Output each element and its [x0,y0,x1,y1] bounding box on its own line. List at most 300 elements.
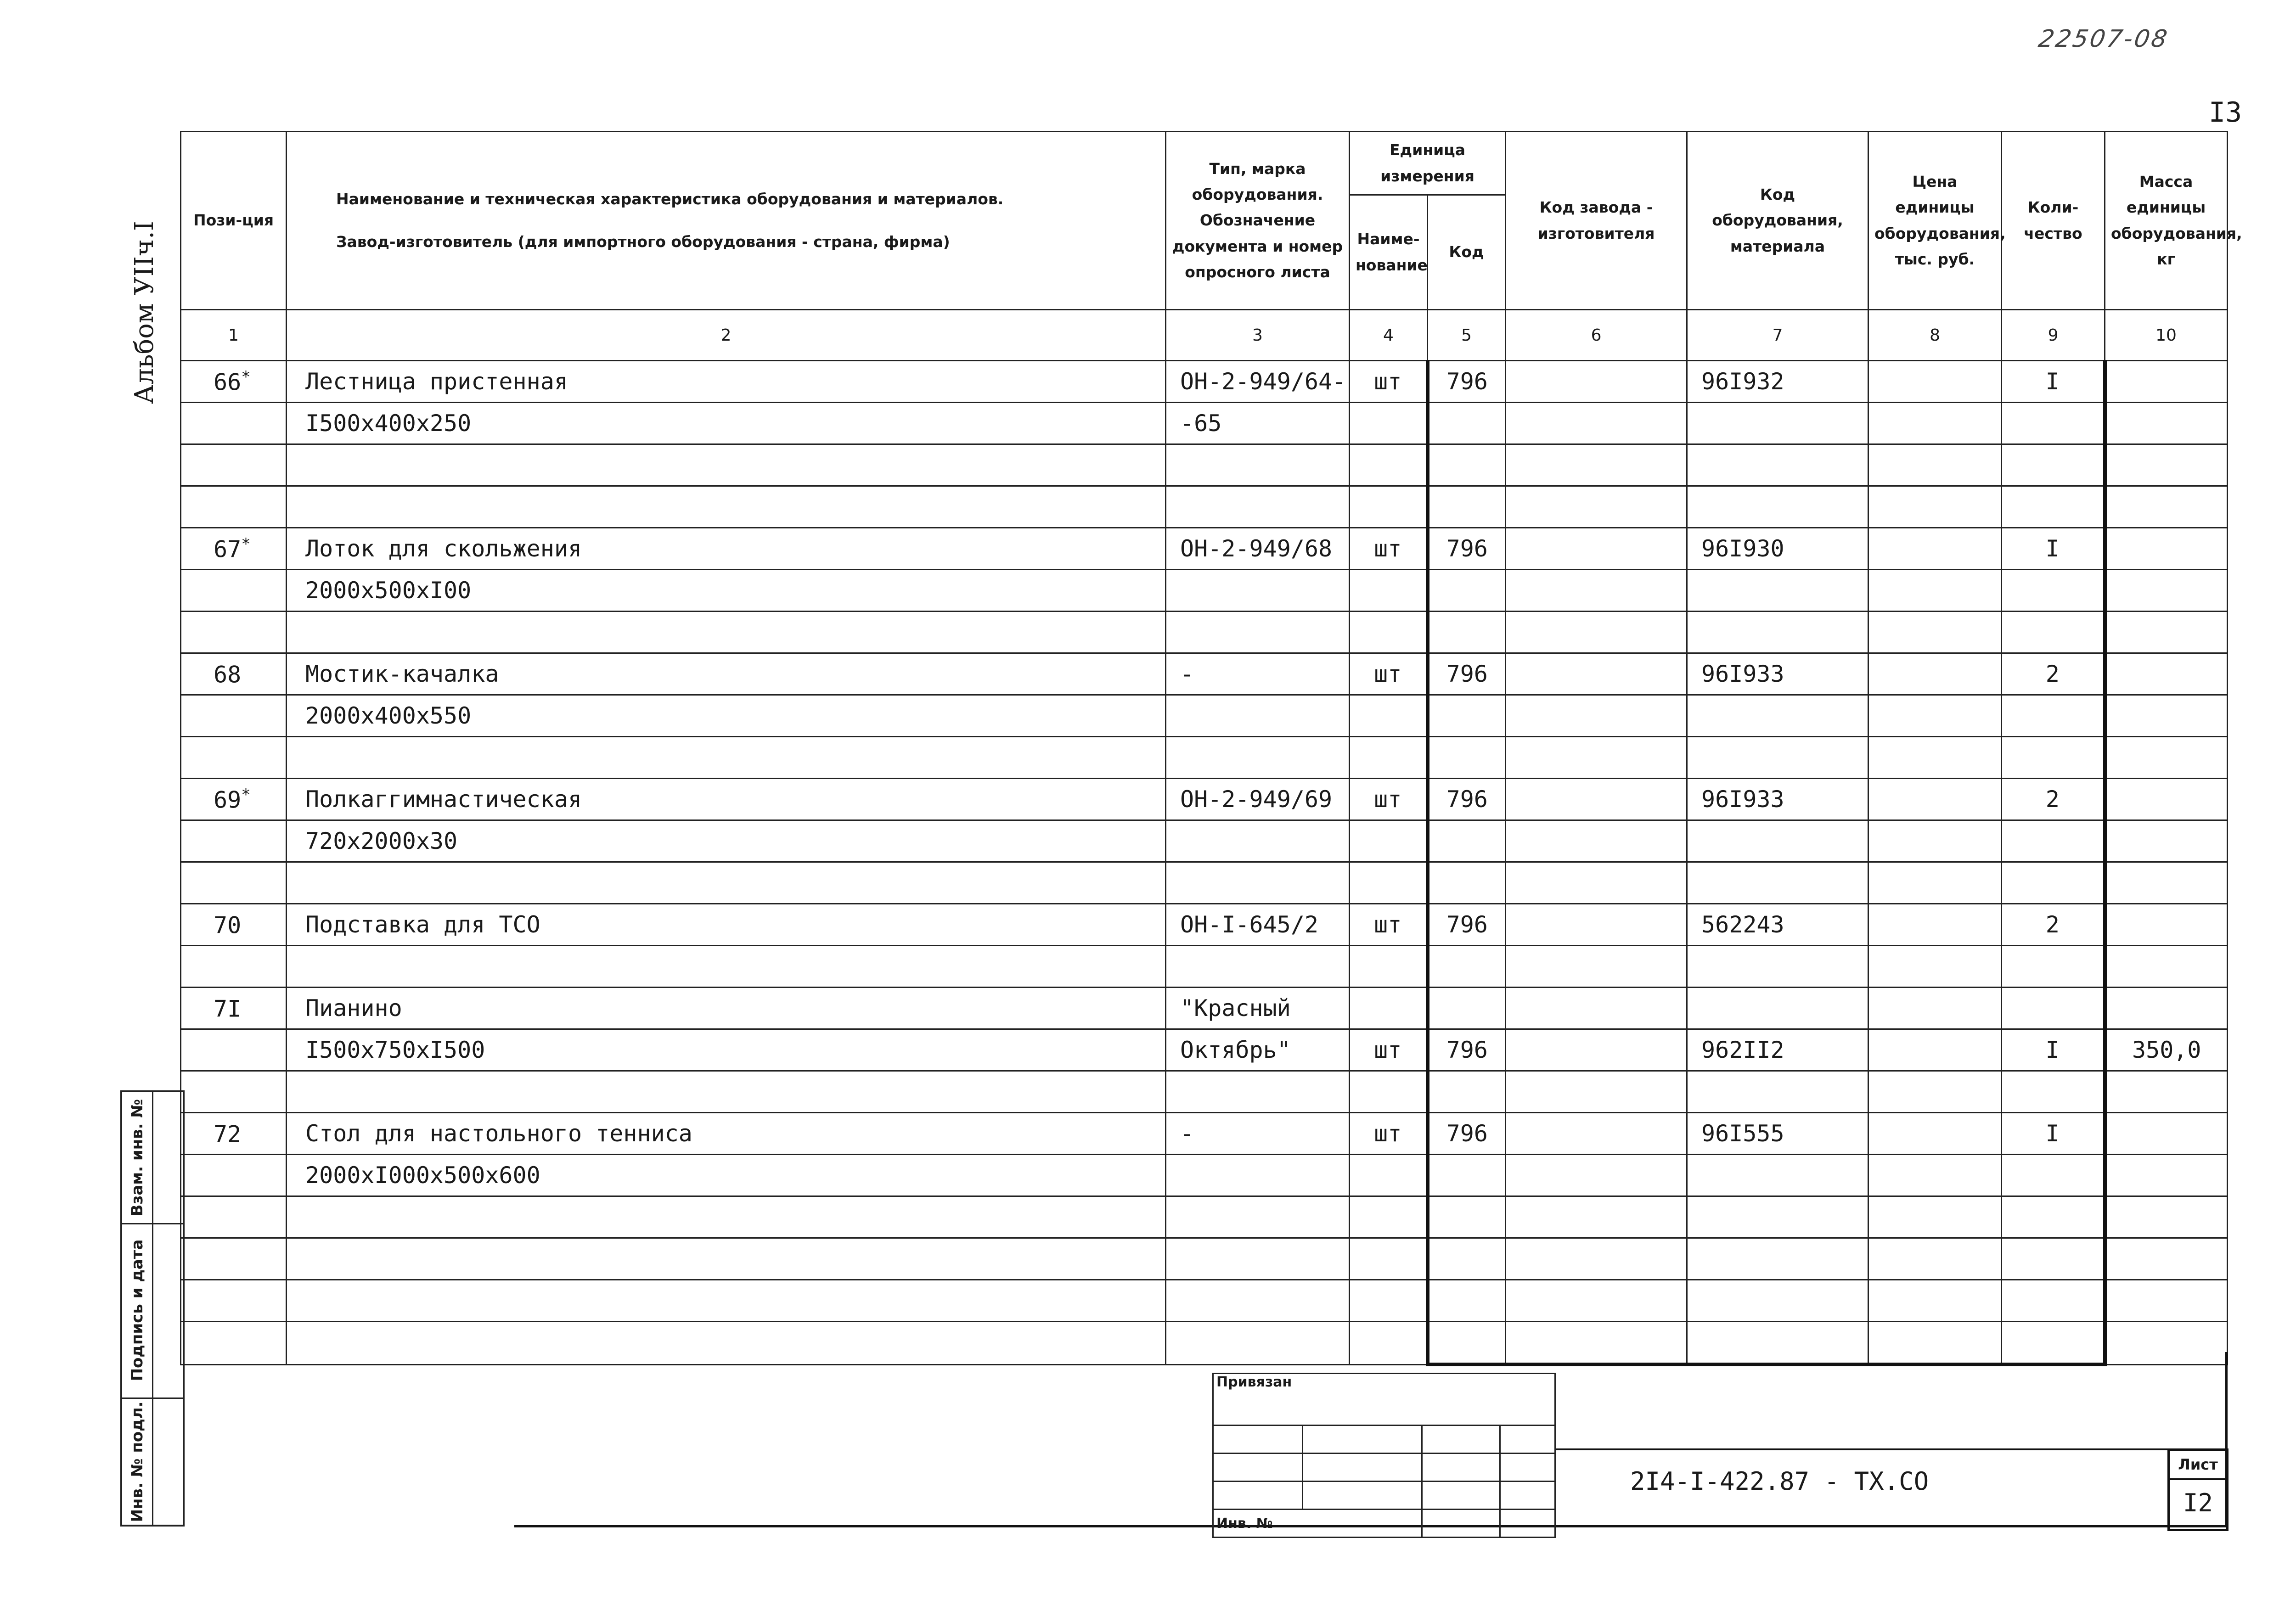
table-row [181,988,2228,1029]
cell-quantity [2002,1322,2105,1365]
column-number: 8 [1868,310,2002,361]
cell-mass [2105,1113,2228,1155]
cell-price [1868,1155,2002,1196]
cell-unit-code [1428,570,1506,612]
cell-mass [2105,1155,2228,1196]
cell-equipment-code: 96I933 [1687,779,1868,820]
cell-name [287,612,1166,653]
side-stamp-inv-vzam: Взам. инв. № [128,1099,146,1217]
cell-equipment-code [1687,862,1868,904]
column-number: 7 [1687,310,1868,361]
cell-mass [2105,695,2228,737]
cell-position [181,946,287,988]
sheet-code: 22507-08 [2036,25,2171,53]
cell-position [181,737,287,779]
cell-type [1166,1280,1350,1322]
cell-equipment-code [1687,1196,1868,1238]
column-number: 5 [1428,310,1506,361]
cell-name: I500х750хI500 [287,1029,1166,1071]
cell-factory-code [1506,904,1687,946]
cell-quantity [2002,1155,2105,1196]
cell-price [1868,1029,2002,1071]
album-label: Альбом УIIч.I [129,221,159,404]
cell-type: - [1166,653,1350,695]
cell-unit-name [1350,486,1428,528]
table-row [181,862,2228,904]
cell-unit-name [1350,612,1428,653]
cell-position: 7I [181,988,287,1029]
cell-name [287,1196,1166,1238]
cell-position [181,570,287,612]
cell-quantity [2002,1238,2105,1280]
cell-mass [2105,946,2228,988]
cell-factory-code [1506,444,1687,486]
table-row [181,1155,2228,1196]
header-name-line1: Наименование и техническая характеристика оборудования и материалов. [336,190,1004,208]
cell-unit-code [1428,946,1506,988]
cell-quantity [2002,1280,2105,1322]
cell-quantity: 2 [2002,904,2105,946]
cell-type: Октябрь" [1166,1029,1350,1071]
cell-unit-code [1428,1196,1506,1238]
cell-unit-name: шт [1350,528,1428,570]
cell-quantity: I [2002,1113,2105,1155]
cell-mass [2105,1322,2228,1365]
cell-mass: 350,0 [2105,1029,2228,1071]
cell-unit-code: 796 [1428,528,1506,570]
header-name [287,132,1166,310]
header-type: Тип, марка оборудования. Обозначение документа и номер опросного листа [1166,132,1350,310]
cell-equipment-code: 962II2 [1687,1029,1868,1071]
cell-mass [2105,1196,2228,1238]
cell-name [287,862,1166,904]
cell-name [287,737,1166,779]
cell-unit-code: 796 [1428,1113,1506,1155]
cell-price [1868,653,2002,695]
header-unit: Единица измерения [1350,132,1506,195]
cell-factory-code [1506,403,1687,444]
table-row [181,1322,2228,1365]
cell-quantity [2002,695,2105,737]
sheet-number: I2 [2183,1488,2213,1517]
cell-factory-code [1506,946,1687,988]
cell-equipment-code [1687,1238,1868,1280]
page-number: I3 [2209,96,2242,129]
cell-equipment-code: 96I933 [1687,653,1868,695]
side-stamp-inv-podl: Инв. № подл. [128,1401,146,1522]
cell-quantity [2002,1071,2105,1113]
cell-factory-code [1506,528,1687,570]
cell-equipment-code [1687,695,1868,737]
cell-factory-code [1506,779,1687,820]
cell-name: 720х2000х30 [287,820,1166,862]
cell-name: Полкаггимнастическая [287,779,1166,820]
header-unit-code: Код [1428,195,1506,310]
cell-mass [2105,486,2228,528]
cell-name: Лестница пристенная [287,361,1166,403]
cell-mass [2105,1280,2228,1322]
cell-name: I500х400х250 [287,403,1166,444]
column-number: 9 [2002,310,2105,361]
table-row [181,444,2228,486]
cell-type [1166,695,1350,737]
cell-unit-code [1428,1238,1506,1280]
cell-name [287,1280,1166,1322]
cell-position: 67* [181,528,287,570]
side-stamp-sign-date: Подпись и дата [128,1239,146,1381]
cell-unit-code: 796 [1428,779,1506,820]
cell-price [1868,486,2002,528]
frame-mid-line [1554,1448,2170,1450]
cell-factory-code [1506,1238,1687,1280]
cell-position: 72 [181,1113,287,1155]
cell-equipment-code [1687,403,1868,444]
cell-name: 2000х400х550 [287,695,1166,737]
cell-factory-code [1506,1113,1687,1155]
cell-unit-name [1350,1322,1428,1365]
cell-price [1868,1071,2002,1113]
cell-type [1166,612,1350,653]
column-number: 10 [2105,310,2228,361]
cell-factory-code [1506,1155,1687,1196]
cell-price [1868,612,2002,653]
cell-quantity: 2 [2002,779,2105,820]
cell-factory-code [1506,1322,1687,1365]
cell-unit-name [1350,1280,1428,1322]
cell-quantity [2002,988,2105,1029]
cell-position: 68 [181,653,287,695]
cell-factory-code [1506,1280,1687,1322]
cell-type [1166,486,1350,528]
cell-type: ОН-I-645/2 [1166,904,1350,946]
cell-equipment-code [1687,486,1868,528]
table-row [181,695,2228,737]
cell-mass [2105,1071,2228,1113]
cell-equipment-code [1687,820,1868,862]
table-row [181,1280,2228,1322]
header-mass: Масса единицы оборудования, кг [2105,132,2228,310]
cell-unit-code [1428,403,1506,444]
cell-price [1868,988,2002,1029]
cell-unit-name [1350,862,1428,904]
cell-unit-name: шт [1350,904,1428,946]
cell-equipment-code [1687,1155,1868,1196]
cell-quantity: I [2002,361,2105,403]
cell-equipment-code [1687,1071,1868,1113]
cell-unit-name [1350,570,1428,612]
cell-equipment-code: 562243 [1687,904,1868,946]
cell-unit-name: шт [1350,779,1428,820]
cell-type [1166,820,1350,862]
cell-mass [2105,988,2228,1029]
cell-unit-code [1428,862,1506,904]
cell-factory-code [1506,612,1687,653]
cell-price [1868,528,2002,570]
cell-type [1166,570,1350,612]
cell-type [1166,1238,1350,1280]
cell-position [181,862,287,904]
cell-position [181,820,287,862]
cell-unit-name [1350,1196,1428,1238]
cell-type [1166,1322,1350,1365]
cell-type [1166,862,1350,904]
cell-factory-code [1506,570,1687,612]
cell-name [287,444,1166,486]
cell-unit-name [1350,1155,1428,1196]
cell-quantity [2002,1196,2105,1238]
cell-mass [2105,444,2228,486]
cell-name: Стол для настольного тенниса [287,1113,1166,1155]
cell-equipment-code: 96I930 [1687,528,1868,570]
header-factory-code: Код завода - изготовителя [1506,132,1687,310]
sheet-label: Лист [2170,1451,2226,1480]
cell-unit-code [1428,695,1506,737]
cell-type [1166,1196,1350,1238]
cell-equipment-code [1687,612,1868,653]
cell-type [1166,1155,1350,1196]
cell-quantity [2002,612,2105,653]
cell-position [181,612,287,653]
cell-position [181,403,287,444]
cell-quantity [2002,946,2105,988]
cell-mass [2105,653,2228,695]
cell-equipment-code [1687,570,1868,612]
table-row [181,486,2228,528]
cell-unit-code: 796 [1428,904,1506,946]
cell-position [181,1322,287,1365]
header-name-line2: Завод-изготовитель (для импортного оборудования - страна, фирма) [336,232,950,251]
cell-name: Мостик-качалка [287,653,1166,695]
cell-price [1868,361,2002,403]
cell-type [1166,737,1350,779]
cell-price [1868,1322,2002,1365]
cell-position [181,1196,287,1238]
footnote-mark: * [241,534,251,553]
cell-price [1868,904,2002,946]
side-stamp [120,1090,185,1527]
cell-unit-code: 796 [1428,653,1506,695]
bound-label: Привязан [1213,1374,1555,1426]
cell-unit-code [1428,444,1506,486]
cell-unit-code [1428,820,1506,862]
cell-unit-code [1428,1155,1506,1196]
cell-quantity [2002,820,2105,862]
cell-unit-name: шт [1350,1029,1428,1071]
cell-type: -65 [1166,403,1350,444]
cell-price [1868,820,2002,862]
cell-name [287,946,1166,988]
cell-price [1868,862,2002,904]
cell-name [287,486,1166,528]
cell-unit-code [1428,1280,1506,1322]
cell-position [181,1029,287,1071]
cell-unit-name [1350,403,1428,444]
cell-position [181,1280,287,1322]
cell-price [1868,403,2002,444]
cell-equipment-code [1687,444,1868,486]
table-row [181,612,2228,653]
cell-mass [2105,904,2228,946]
cell-quantity: I [2002,528,2105,570]
cell-quantity: I [2002,1029,2105,1071]
cell-mass [2105,612,2228,653]
cell-position [181,1071,287,1113]
cell-unit-code [1428,486,1506,528]
cell-unit-name [1350,988,1428,1029]
cell-position: 66* [181,361,287,403]
cell-price [1868,1196,2002,1238]
table-row [181,653,2228,695]
cell-price [1868,570,2002,612]
cell-price [1868,1280,2002,1322]
cell-unit-code [1428,1071,1506,1113]
cell-unit-name [1350,820,1428,862]
cell-equipment-code [1687,1322,1868,1365]
header-quantity: Коли-чество [2002,132,2105,310]
binding-stamp [1212,1373,1556,1538]
cell-unit-name: шт [1350,653,1428,695]
footnote-mark: * [241,367,251,386]
cell-equipment-code: 96I932 [1687,361,1868,403]
cell-name: Подставка для ТСО [287,904,1166,946]
cell-equipment-code: 96I555 [1687,1113,1868,1155]
inventory-label: Инв. № [1213,1510,1422,1538]
cell-factory-code [1506,1029,1687,1071]
cell-mass [2105,403,2228,444]
cell-type [1166,1071,1350,1113]
cell-price [1868,1113,2002,1155]
cell-mass [2105,820,2228,862]
cell-quantity: 2 [2002,653,2105,695]
footnote-mark: * [241,785,251,804]
header-equipment-code: Код оборудования, материала [1687,132,1868,310]
cell-equipment-code [1687,1280,1868,1322]
cell-unit-name [1350,1071,1428,1113]
document-designation: 2I4-I-422.87 - ТХ.СО [1630,1467,1929,1496]
cell-type: ОН-2-949/69 [1166,779,1350,820]
header-position: Пози-ция [181,132,287,310]
column-number: 2 [287,310,1166,361]
cell-price [1868,779,2002,820]
cell-name: Лоток для скольжения [287,528,1166,570]
cell-unit-code [1428,612,1506,653]
cell-factory-code [1506,988,1687,1029]
cell-factory-code [1506,1196,1687,1238]
cell-type: - [1166,1113,1350,1155]
cell-price [1868,1238,2002,1280]
table-row [181,1029,2228,1071]
cell-equipment-code [1687,988,1868,1029]
cell-unit-code [1428,1322,1506,1365]
table-row [181,779,2228,820]
cell-mass [2105,862,2228,904]
cell-mass [2105,1238,2228,1280]
cell-type [1166,444,1350,486]
cell-mass [2105,779,2228,820]
cell-price [1868,737,2002,779]
cell-position [181,444,287,486]
cell-position [181,486,287,528]
cell-factory-code [1506,361,1687,403]
cell-name [287,1238,1166,1280]
cell-name: 2000х500хI00 [287,570,1166,612]
cell-unit-code: 796 [1428,361,1506,403]
cell-mass [2105,361,2228,403]
cell-price [1868,946,2002,988]
table-row [181,1238,2228,1280]
cell-position: 70 [181,904,287,946]
cell-quantity [2002,570,2105,612]
cell-equipment-code [1687,946,1868,988]
cell-unit-name [1350,444,1428,486]
table-row [181,1196,2228,1238]
cell-quantity [2002,444,2105,486]
cell-mass [2105,528,2228,570]
column-number: 3 [1166,310,1350,361]
cell-position [181,695,287,737]
cell-position [181,1155,287,1196]
cell-factory-code [1506,820,1687,862]
cell-position: 69* [181,779,287,820]
header-price: Цена единицы оборудования, тыс. руб. [1868,132,2002,310]
column-number: 4 [1350,310,1428,361]
table-row [181,946,2228,988]
cell-factory-code [1506,737,1687,779]
cell-unit-name [1350,737,1428,779]
table-row [181,361,2228,403]
cell-mass [2105,570,2228,612]
table-row [181,1113,2228,1155]
cell-name [287,1322,1166,1365]
cell-factory-code [1506,695,1687,737]
specification-table [180,131,2242,1366]
table-row [181,403,2228,444]
table-row [181,820,2228,862]
table-row [181,904,2228,946]
column-number: 6 [1506,310,1687,361]
cell-unit-name [1350,695,1428,737]
cell-type: "Красный [1166,988,1350,1029]
cell-type: ОН-2-949/68 [1166,528,1350,570]
cell-unit-code: 796 [1428,1029,1506,1071]
cell-name: Пианино [287,988,1166,1029]
table-row [181,528,2228,570]
table-row [181,737,2228,779]
table-row [181,570,2228,612]
cell-price [1868,444,2002,486]
cell-equipment-code [1687,737,1868,779]
cell-factory-code [1506,862,1687,904]
cell-factory-code [1506,653,1687,695]
cell-quantity [2002,486,2105,528]
cell-name: 2000хI000х500х600 [287,1155,1166,1196]
cell-quantity [2002,403,2105,444]
cell-mass [2105,737,2228,779]
cell-factory-code [1506,486,1687,528]
column-number: 1 [181,310,287,361]
cell-unit-name [1350,946,1428,988]
cell-name [287,1071,1166,1113]
cell-position [181,1238,287,1280]
cell-type [1166,946,1350,988]
cell-factory-code [1506,1071,1687,1113]
cell-unit-code [1428,737,1506,779]
header-unit-name: Наиме-нование [1350,195,1428,310]
cell-quantity [2002,862,2105,904]
cell-unit-name [1350,1238,1428,1280]
sheet-box [2167,1448,2228,1531]
cell-type: ОН-2-949/64- [1166,361,1350,403]
